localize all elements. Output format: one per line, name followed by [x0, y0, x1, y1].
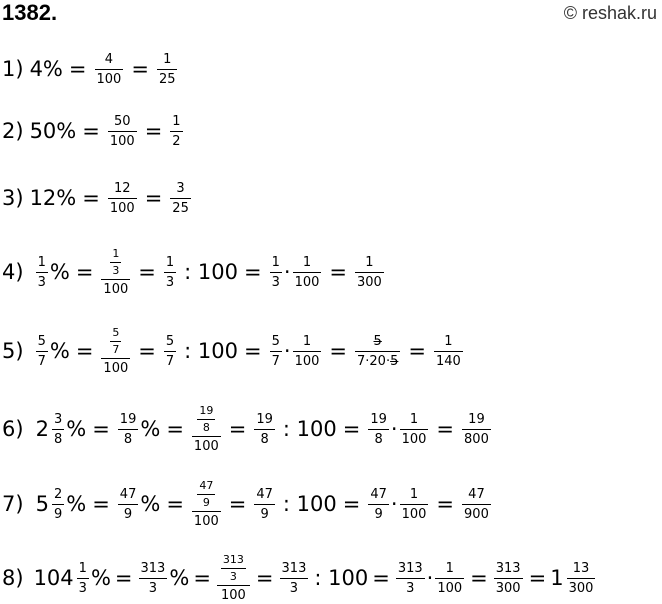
numerator: 1 [409, 486, 419, 502]
fraction [108, 114, 137, 149]
division: : 100 [282, 417, 337, 441]
equals-sign: = [144, 186, 163, 210]
nested-fraction [217, 554, 250, 603]
denominator: 8 [123, 431, 133, 447]
denominator: 7 [112, 342, 120, 356]
fraction [368, 487, 389, 522]
division: : 100 [314, 566, 369, 590]
watermark: © reshak.ru [563, 3, 657, 23]
numerator: 1 [37, 254, 46, 270]
equals-sign: = [92, 417, 110, 441]
fraction [400, 412, 429, 447]
equals-sign: = [138, 339, 156, 363]
denominator: 100 [109, 200, 135, 216]
equals-sign: = [82, 186, 100, 210]
denominator: 3 [406, 580, 415, 596]
equals-sign: = [436, 492, 455, 516]
denominator: 3 [112, 263, 120, 277]
denominator: 25 [172, 200, 189, 216]
denominator: 800 [464, 431, 489, 447]
fraction [170, 114, 182, 149]
denominator: 3 [271, 274, 280, 290]
denominator: 3 [148, 580, 158, 596]
fraction [170, 181, 191, 216]
fraction [139, 561, 168, 596]
numerator: 19 [468, 411, 485, 427]
equation-line-5 [2, 325, 465, 377]
percent-sign: % [66, 492, 87, 516]
denominator: 8 [202, 420, 210, 434]
numerator: 47 [199, 478, 214, 492]
percent-sign: % [66, 417, 87, 441]
equals-sign: = [166, 492, 184, 516]
fraction [293, 255, 322, 290]
fraction [52, 412, 64, 447]
numerator: 4 [104, 51, 114, 67]
numerator: 19 [199, 403, 214, 417]
percent-value: 12% [29, 186, 77, 210]
percent-value: 4% [29, 57, 63, 81]
numerator: 1 [271, 254, 280, 270]
result-fraction [434, 334, 463, 369]
cancelled-fraction [355, 334, 400, 369]
fraction [293, 334, 322, 369]
fraction [164, 334, 176, 369]
item-label: 1) [2, 57, 24, 81]
equals-sign: = [131, 57, 149, 81]
equals-sign: = [329, 260, 347, 284]
numerator: 1 [365, 254, 374, 270]
numerator: 19 [256, 411, 273, 427]
numerator: 47 [256, 486, 273, 502]
denominator: 3 [229, 569, 237, 583]
fraction [494, 561, 523, 596]
numerator: 50 [114, 113, 131, 129]
denominator: 100 [437, 580, 463, 596]
equals-sign: = [166, 417, 184, 441]
percent-sign: % [140, 492, 161, 516]
denominator: 100 [103, 281, 129, 297]
denominator: 100 [193, 438, 219, 454]
equals-sign: = [228, 492, 247, 516]
percent-sign: % [49, 339, 70, 363]
nested-fraction [101, 327, 130, 376]
numerator: 47 [370, 486, 387, 502]
denominator: 9 [123, 506, 133, 522]
fraction [118, 412, 139, 447]
numerator: 12 [114, 180, 131, 196]
percent-sign: % [49, 260, 70, 284]
equals-sign: = [243, 260, 262, 284]
denominator: 100 [109, 133, 135, 149]
fraction [254, 412, 275, 447]
division: : 100 [184, 339, 238, 363]
fraction [52, 487, 64, 522]
percent-sign: % [90, 566, 111, 590]
numerator: 5 [165, 333, 175, 349]
denominator: 9 [260, 506, 269, 522]
denominator: 7 [165, 353, 175, 369]
numerator: 5 [37, 333, 46, 349]
equals-sign: = [138, 260, 156, 284]
denominator: 300 [568, 580, 594, 596]
denominator: 7·20· [357, 353, 391, 369]
denominator: 100 [294, 274, 320, 290]
fraction [368, 412, 389, 447]
fraction [118, 487, 139, 522]
numerator: 1 [445, 560, 454, 576]
numerator: 313 [495, 560, 521, 576]
fraction [435, 561, 464, 596]
equation-line-1 [2, 43, 179, 95]
fraction [400, 487, 429, 522]
result-fraction [355, 255, 384, 290]
task-number: 1382. [2, 0, 58, 25]
equals-sign: = [92, 492, 110, 516]
mixed-whole: 1 [550, 566, 564, 590]
equals-sign: = [75, 260, 94, 284]
numerator: 313 [222, 552, 244, 566]
equation-line-3 [2, 172, 193, 224]
equals-sign: = [68, 57, 87, 81]
fraction [77, 561, 89, 596]
fraction [280, 561, 309, 596]
equals-sign: = [193, 566, 211, 590]
numerator: 3 [176, 180, 185, 196]
numerator: 47 [119, 486, 137, 502]
fraction [270, 334, 282, 369]
denominator: 8 [374, 431, 383, 447]
numerator: 47 [468, 486, 485, 502]
equals-sign: = [436, 417, 455, 441]
fraction [164, 255, 176, 290]
equals-sign: = [342, 417, 361, 441]
fraction [270, 255, 282, 290]
numerator: 1 [163, 51, 172, 67]
fraction [396, 561, 425, 596]
denominator: 100 [103, 360, 129, 376]
multiply-dot: · [390, 417, 398, 441]
denominator: 7 [37, 353, 46, 369]
numerator: 13 [572, 560, 590, 576]
denominator: 900 [464, 506, 489, 522]
denominator: 100 [294, 353, 320, 369]
mixed-whole: 5 [35, 492, 49, 516]
nested-fraction [192, 405, 221, 454]
nested-fraction [101, 248, 130, 297]
mixed-whole: 104 [33, 566, 74, 590]
percent-sign: % [140, 417, 161, 441]
numerator: 2 [53, 486, 63, 502]
multiply-dot: · [426, 566, 434, 590]
equals-sign: = [114, 566, 133, 590]
denominator: 8 [260, 431, 269, 447]
fraction [36, 255, 48, 290]
numerator: 1 [112, 246, 120, 260]
division: : 100 [282, 492, 337, 516]
denominator: 3 [289, 580, 299, 596]
denominator: 9 [53, 506, 63, 522]
result-fraction [462, 487, 491, 522]
denominator: 3 [37, 274, 46, 290]
denominator: 2 [172, 133, 181, 149]
nested-fraction [192, 480, 221, 529]
multiply-dot: · [390, 492, 398, 516]
denominator: 100 [401, 431, 427, 447]
numerator: 1 [302, 333, 312, 349]
equals-sign: = [329, 339, 347, 363]
item-label: 2) [2, 119, 24, 143]
denominator: 9 [202, 495, 210, 509]
numerator: 313 [140, 560, 166, 576]
result-fraction [567, 561, 596, 596]
equals-sign: = [372, 566, 390, 590]
equation-line-2 [2, 105, 185, 157]
equals-sign: = [528, 566, 547, 590]
denominator: 300 [495, 580, 521, 596]
denominator: 3 [78, 580, 87, 596]
numerator: 1 [165, 254, 175, 270]
denominator: 7 [271, 353, 280, 369]
division: : 100 [184, 260, 238, 284]
numerator: 1 [409, 411, 419, 427]
numerator: 5 [373, 333, 382, 349]
numerator: 1 [78, 560, 87, 576]
item-label: 3) [2, 186, 24, 210]
numerator: 5 [112, 325, 120, 339]
equals-sign: = [75, 339, 94, 363]
fraction [95, 52, 124, 87]
numerator: 5 [271, 333, 280, 349]
cancelled-factor: 5 [390, 353, 399, 369]
fraction [254, 487, 275, 522]
percent-sign: % [169, 566, 190, 590]
item-label: 8) [2, 566, 24, 590]
denominator: 8 [53, 431, 63, 447]
denominator: 3 [165, 274, 175, 290]
multiply-dot: · [283, 339, 291, 363]
item-label: 4) [2, 260, 24, 284]
numerator: 313 [397, 560, 423, 576]
denominator: 100 [96, 71, 122, 87]
item-label: 6) [2, 417, 24, 441]
fraction [36, 334, 48, 369]
denominator: 100 [401, 506, 427, 522]
fraction [157, 52, 178, 87]
equals-sign: = [408, 339, 426, 363]
item-label: 5) [2, 339, 24, 363]
numerator: 313 [281, 560, 307, 576]
equals-sign: = [342, 492, 361, 516]
denominator: 100 [221, 587, 246, 603]
mixed-whole: 2 [35, 417, 49, 441]
equals-sign: = [255, 566, 274, 590]
multiply-dot: · [283, 260, 291, 284]
fraction [108, 181, 137, 216]
equals-sign: = [243, 339, 262, 363]
equals-sign: = [470, 566, 488, 590]
result-fraction [462, 412, 491, 447]
denominator: 25 [158, 71, 176, 87]
denominator: 9 [374, 506, 383, 522]
numerator: 19 [370, 411, 387, 427]
numerator: 3 [53, 411, 63, 427]
equation-line-6 [2, 403, 493, 455]
item-label: 7) [2, 492, 24, 516]
equation-line-8 [2, 552, 597, 604]
equation-line-4 [2, 246, 386, 298]
percent-value: 50% [29, 119, 77, 143]
equals-sign: = [228, 417, 247, 441]
numerator: 1 [444, 333, 453, 349]
numerator: 1 [172, 113, 181, 129]
numerator: 19 [119, 411, 137, 427]
denominator: 140 [435, 353, 461, 369]
numerator: 1 [302, 254, 312, 270]
denominator: 300 [357, 274, 382, 290]
equals-sign: = [82, 119, 100, 143]
equation-line-7 [2, 478, 493, 530]
denominator: 100 [193, 513, 219, 529]
equals-sign: = [144, 119, 163, 143]
